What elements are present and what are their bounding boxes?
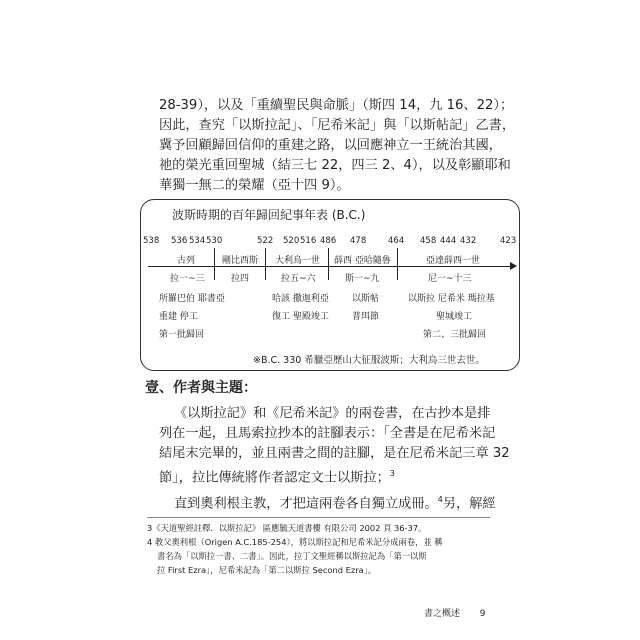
year-label: 534 <box>189 236 206 246</box>
page-footer <box>424 606 486 619</box>
year-label: 444 <box>440 236 457 246</box>
year-label: 464 <box>388 236 405 246</box>
king-label: 大利烏一世 <box>275 256 321 266</box>
event-label: 第二、三批歸回 <box>423 330 487 340</box>
event-label: 第一批歸回 <box>159 330 205 340</box>
event-label: 聖城竣工 <box>436 312 473 322</box>
intro-line-3: 冀予回顧歸回信仰的重建之路，以回應神立一王統治其國， <box>159 138 502 153</box>
year-label: 486 <box>320 236 337 246</box>
period-divider <box>265 248 266 280</box>
body-line-1: 《以斯拉記》和《尼希米記》的兩卷書，在古抄本是排 <box>174 406 491 421</box>
event-label: 以斯拉 尼希米 瑪拉基 <box>408 294 495 304</box>
footnote-4-line-2: 書名為「以斯拉一書、二書」。因此，拉丁文聖經稱以斯拉記為「第一以斯 <box>157 551 427 561</box>
event-label: 普珥節 <box>352 312 380 322</box>
event-label: 以斯帖 <box>352 294 380 304</box>
chapter-label: 拉一~三 <box>170 274 205 284</box>
event-label: 哈該 撒迦利亞 <box>272 294 329 304</box>
chapter-label: 尼一~十三 <box>428 274 472 284</box>
period-divider <box>328 248 329 280</box>
footnote-divider <box>147 517 490 518</box>
period-divider <box>214 248 215 280</box>
period-divider <box>397 248 398 280</box>
year-label: 432 <box>460 236 477 246</box>
event-label: 所羅巴伯 耶書亞 <box>159 294 225 304</box>
intro-line-5: 華獨一無二的榮耀（亞十四 9）。 <box>159 178 350 193</box>
section-heading: 壹、作者與主題： <box>145 380 257 396</box>
timeline-title: 波斯時期的百年歸回紀事年表 (B.C.) <box>172 208 366 222</box>
body-line-5-after: 另，解經 <box>442 496 496 512</box>
timeline-axis <box>148 266 510 267</box>
body-line-4-text: 節」，拉比傳統將作者認定文士以斯拉； <box>159 470 390 486</box>
king-label: 亞達薛西一世 <box>426 256 481 266</box>
body-line-4 <box>159 464 395 487</box>
intro-line-1: 28-39），以及「重續聖民與命脈」（斯四 14，九 16、22）； <box>159 98 514 113</box>
body-line-3: 結尾末完畢的，並且兩書之間的註腳，是在尼希米記三章 32 <box>159 446 510 461</box>
event-label: 重建 停工 <box>159 312 198 322</box>
year-label: 516 <box>300 236 317 246</box>
body-line-5-text: 直到奧利根主教，才把這兩卷各自獨立成冊。 <box>174 496 438 512</box>
chart-note: ※B.C. 330 希臘亞歷山大征服波斯；大利烏三世去世。 <box>253 355 485 366</box>
year-label: 458 <box>420 236 437 246</box>
king-label: 剛比西斯 <box>222 256 259 266</box>
intro-line-2: 因此，查究「以斯拉記」、「尼希米記」與「以斯帖記」乙書， <box>159 118 516 133</box>
body-line-2: 列在一起，且馬索拉抄本的註腳表示：「全書是在尼希米記 <box>159 426 496 441</box>
year-label: 536 <box>171 236 188 246</box>
footnote-ref: 4 <box>437 495 443 504</box>
chapter-label: 拉五~六 <box>281 274 316 284</box>
year-label: 522 <box>257 236 274 246</box>
footer-label: 書之概述 <box>424 609 461 619</box>
king-label: 古列 <box>177 256 196 266</box>
year-label: 423 <box>500 236 517 246</box>
year-label: 478 <box>350 236 367 246</box>
footnote-3: 3《天道聖經註釋．以斯拉記》 區應毓天道書樓 有限公司 2002 頁 36-37。 <box>147 523 427 533</box>
year-label: 520 <box>283 236 300 246</box>
body-line-5 <box>174 490 496 513</box>
chapter-label: 拉四 <box>231 274 250 284</box>
intro-line-4: 祂的榮光重回聖城（結三七 22，四三 2、4），以及彰顯耶和 <box>159 158 511 173</box>
timeline-chart-box <box>140 199 520 371</box>
footnote-4-line-3: 拉 First Ezra」，尼希米記為「第二以斯拉 Second Ezra」。 <box>157 565 377 575</box>
year-label: 538 <box>143 236 160 246</box>
chapter-label: 斯一~九 <box>345 274 380 284</box>
event-label: 復工 聖殿竣工 <box>272 312 329 322</box>
page-number: 9 <box>479 609 486 619</box>
timeline-arrow-icon <box>510 262 517 270</box>
footnote-ref: 3 <box>389 469 395 478</box>
king-label: 薛西 亞哈隨魯 <box>334 256 391 266</box>
year-label: 530 <box>206 236 223 246</box>
footnote-4-line-1: 4 教父奧利根（Origen A.C.185-254），將以斯拉記和尼希米記分成兩卷，並 稱 <box>147 537 443 547</box>
